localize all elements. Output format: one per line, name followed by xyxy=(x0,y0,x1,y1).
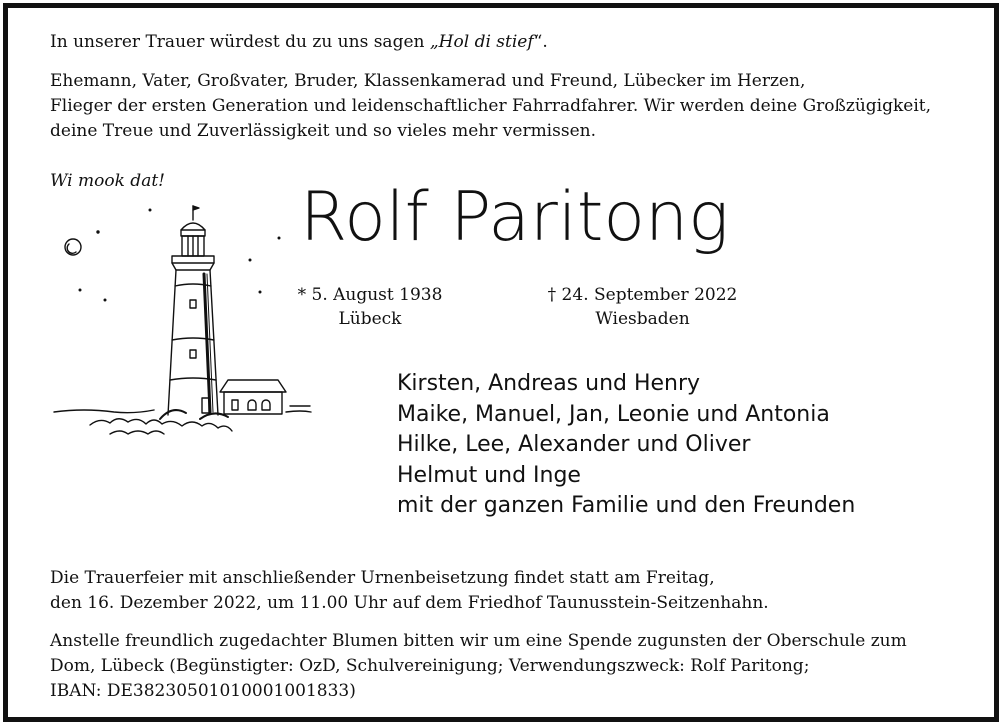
family-line-5: mit der ganzen Familie und den Freunden xyxy=(397,493,856,518)
family-line-1: Kirsten, Andreas und Henry xyxy=(397,371,701,396)
family-line-2: Maike, Manuel, Jan, Leonie und Antonia xyxy=(397,401,830,427)
donation-line-1: Anstelle freundlich zugedachter Blumen bitten wir um eine Spende zugunsten der Oberschule zum xyxy=(50,631,907,651)
family-list xyxy=(397,369,855,522)
tribute-line-3: deine Treue und Zuverlässigkeit und so vieles mehr vermissen. xyxy=(50,121,596,141)
birth-date: * 5. August 1938 xyxy=(297,285,443,305)
motto: Wi mook dat! xyxy=(50,171,165,191)
ceremony-line-2: den 16. Dezember 2022, um 11.00 Uhr auf dem Friedhof Taunusstein-Seitzenhahn. xyxy=(50,593,769,613)
donation-line-3: IBAN: DE38230501010001001833) xyxy=(50,681,356,701)
tribute-line-2: Flieger der ersten Generation und leidenschaftlicher Fahrradfahrer. Wir werden deine Großzügigkeit, xyxy=(50,96,932,116)
tribute-line-1: Ehemann, Vater, Großvater, Bruder, Klassenkamerad und Freund, Lübecker im Herzen, xyxy=(50,71,806,91)
family-line-4: Helmut und Inge xyxy=(397,462,581,488)
deceased-name: Rolf Paritong xyxy=(300,178,729,257)
birth-place: Lübeck xyxy=(338,309,402,329)
intro-quote-end: “. xyxy=(533,32,548,52)
intro-quote: „Hol di stief xyxy=(429,32,534,52)
death-place: Wiesbaden xyxy=(595,309,690,329)
ceremony-line-1: Die Trauerfeier mit anschließender Urnenbeisetzung findet statt am Freitag, xyxy=(50,568,715,588)
donation-line-2: Dom, Lübeck (Begünstigter: OzD, Schulvereinigung; Verwendungszweck: Rolf Paritong; xyxy=(50,656,810,676)
lighthouse-illustration xyxy=(50,200,315,440)
intro-text: In unserer Trauer würdest du zu uns sagen xyxy=(50,32,430,52)
intro-line xyxy=(50,31,548,53)
death-date: † 24. September 2022 xyxy=(547,285,738,305)
family-line-3: Hilke, Lee, Alexander und Oliver xyxy=(397,432,751,457)
death-block xyxy=(540,283,745,331)
birth-block xyxy=(290,283,450,331)
